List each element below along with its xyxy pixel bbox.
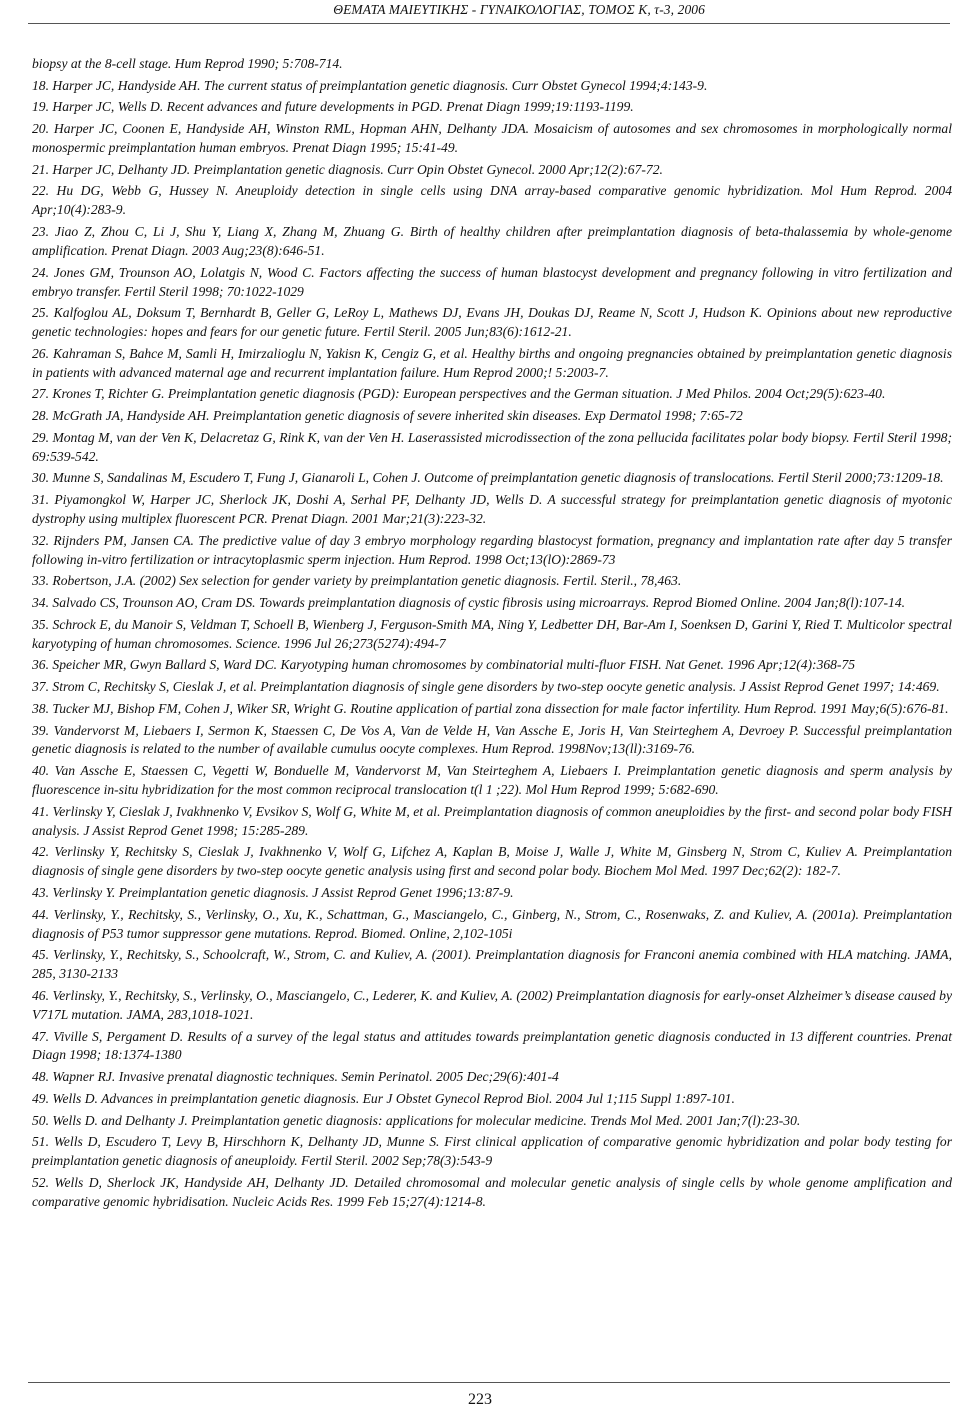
reference-item: 49. Wells D. Advances in preimplantation genetic diagnosis. Eur J Obstet Gynecol Reprod Biol. 2004 Jul 1;115 Suppl 1:897-101.: [32, 1090, 735, 1106]
reference-item: 21. Harper JC, Delhanty JD. Preimplantation genetic diagnosis. Curr Opin Obstet Gynecol. 2000 Apr;12(2):67-72.: [32, 161, 663, 177]
reference-item: 42. Verlinsky Y, Rechitsky S, Cieslak J, Ivakhnenko V, Wolf G, Lifchez A, Kaplan B, Moise J, Walle J, White M, Ginsberg N, Strom C, Kuliev A. Preimplantation diagnosis of single gene disorders by two-step oocyte genetic analysis using first and second polar body. Biochem Mol Med. 1997 Dec;62(2): 182-7.: [32, 844, 952, 879]
reference-item: 35. Schrock E, du Manoir S, Veldman T, Schoell B, Wienberg J, Ferguson-Smith MA, Ning Y, Ledbetter DH, Bar-Am I, Soenksen D, Garini Y, Ried T. Multicolor spectral karyotyping of human chromosomes. Science. 1996 Jul 26;273(5274):494-7: [32, 616, 952, 651]
footer-rule: [28, 1382, 950, 1383]
reference-item: 20. Harper JC, Coonen E, Handyside AH, Winston RML, Hopman AHN, Delhanty JDA. Mosaicism of autosomes and sex chromosomes in morphologically normal monospermic preimplantation human embryos. Prenat Diagn 1995; 15:41-49.: [32, 121, 952, 156]
reference-item: 52. Wells D, Sherlock JK, Handyside AH, Delhanty JD. Detailed chromosomal and molecular genetic analysis of single cells by whole genome amplification and comparative genomic hybridisation. Nucleic Acids Res. 1999 Feb 15;27(4):1214-8.: [32, 1174, 952, 1209]
reference-item: 23. Jiao Z, Zhou C, Li J, Shu Y, Liang X, Zhang M, Zhuang G. Birth of healthy children after preimplantation diagnosis of beta-thalassemia by whole-genome amplification. Prenat Diagn. 2003 Aug;23(8):646-51.: [32, 224, 952, 258]
reference-item: 32. Rijnders PM, Jansen CA. The predictive value of day 3 embryo morphology regarding blastocyst formation, pregnancy and implantation rate after day 5 transfer following in-vitro fertilization or intracytoplasmic sperm injection. Hum Reprod. 1998 Oct;13(lO):2869-73: [32, 532, 952, 567]
reference-item: 31. Piyamongkol W, Harper JC, Sherlock JK, Doshi A, Serhal PF, Delhanty JD, Wells D. A successful strategy for preimplantation genetic diagnosis of myotonic dystrophy using multiplex fluorescent PCR. Prenat Diagn. 2001 Mar;21(3):223-32.: [32, 492, 952, 527]
reference-item: 29. Montag M, van der Ven K, Delacretaz G, Rink K, van der Ven H. Laserassisted microdissection of the zona pellucida facilitates polar body biopsy. Fertil Steril 1998; 69:539-542.: [32, 429, 952, 464]
reference-item: 18. Harper JC, Handyside AH. The current status of preimplantation genetic diagnosis. Curr Obstet Gynecol 1994;4:143-9.: [32, 77, 708, 93]
reference-item: 27. Krones T, Richter G. Preimplantation genetic diagnosis (PGD): European perspectives and the German situation. J Med Philos. 2004 Oct;29(5):623-40.: [32, 386, 886, 402]
reference-item: 28. McGrath JA, Handyside AH. Preimplantation genetic diagnosis of severe inherited skin diseases. Exp Dermatol 1998; 7:65-72: [32, 408, 743, 424]
reference-item: 34. Salvado CS, Trounson AO, Cram DS. Towards preimplantation diagnosis of cystic fibrosis using microarrays. Reprod Biomed Online. 2004 Jan;8(l):107-14.: [32, 595, 906, 611]
header-rule: [28, 23, 950, 24]
reference-list: [32, 55, 952, 1214]
running-header: ΘΕΜΑΤΑ ΜΑΙΕΥΤΙΚΗΣ - ΓΥΝΑΙΚΟΛΟΓΙΑΣ, ΤΟΜΟΣ Κ, τ-3, 2006: [333, 2, 705, 17]
reference-item: 51. Wells D, Escudero T, Levy B, Hirschhorn K, Delhanty JD, Munne S. First clinical application of comparative genomic hybridization and polar body testing for preimplantation genetic diagnosis of aneuploidy. Fertil Steril. 2002 Sep;78(3):543-9: [32, 1134, 952, 1169]
reference-item: 24. Jones GM, Trounson AO, Lolatgis N, Wood C. Factors affecting the success of human blastocyst development and pregnancy following in vitro fertilization and embryo transfer. Fertil Steril 1998; 70:1022-1029: [32, 264, 952, 299]
reference-item: 40. Van Assche E, Staessen C, Vegetti W, Bonduelle M, Vandervorst M, Van Steirteghem A, Liebaers I. Preimplantation genetic diagnosis and sperm analysis by fluorescence in-situ hybridization for the most common reciprocal translocation t(l 1 ;22). Mol Hum Reprod 1999; 5:682-690.: [32, 763, 952, 798]
reference-item: 39. Vandervorst M, Liebaers I, Sermon K, Staessen C, De Vos A, Van de Velde H, Van Assche E, Joris H, Van Steirteghem A, Devroey P. Successful preimplantation genetic diagnosis is related to the number of available cumulus oocyte complexes. Hum Reprod. 1998Nov;13(ll):3169-76.: [32, 722, 952, 757]
reference-item: 37. Strom C, Rechitsky S, Cieslak J, et al. Preimplantation diagnosis of single gene disorders by two-step oocyte genetic analysis. J Assist Reprod Genet 1997; 14:469.: [32, 679, 940, 695]
reference-item: 45. Verlinsky, Y., Rechitsky, S., Schoolcraft, W., Strom, C. and Kuliev, A. (2001). Preimplantation diagnosis for Franconi anemia combined with HLA matching. JAMA, 285, 3130-2133: [32, 947, 952, 982]
reference-item: 30. Munne S, Sandalinas M, Escudero T, Fung J, Gianaroli L, Cohen J. Outcome of preimplantation genetic diagnosis of translocations. Fertil Steril 2000;73:1209-18.: [32, 470, 944, 486]
reference-item: 26. Kahraman S, Bahce M, Samli H, Imirzalioglu N, Yakisn K, Cengiz G, et al. Healthy births and ongoing pregnancies obtained by preimplantation genetic diagnosis in patients with advanced maternal age and recurrent implantation failure. Hum Reprod 2000;! 5:2003-7.: [32, 345, 952, 380]
reference-item: 38. Tucker MJ, Bishop FM, Cohen J, Wiker SR, Wright G. Routine application of partial zona dissection for male factor infertility. Hum Reprod. 1991 May;6(5):676-81.: [32, 700, 949, 716]
reference-item: biopsy at the 8-cell stage. Hum Reprod 1990; 5:708-714.: [32, 56, 343, 71]
reference-item: 48. Wapner RJ. Invasive prenatal diagnostic techniques. Semin Perinatol. 2005 Dec;29(6):401-4: [32, 1069, 559, 1085]
reference-item: 50. Wells D. and Delhanty J. Preimplantation genetic diagnosis: applications for molecular medicine. Trends Mol Med. 2001 Jan;7(l):23-30.: [32, 1112, 801, 1128]
reference-item: 46. Verlinsky, Y., Rechitsky, S., Verlinsky, O., Masciangelo, C., Lederer, K. and Kuliev, A. (2002) Preimplantation diagnosis for early-onset Alzheimer’s disease caused by V717L mutation. JAMA, 283,1018-1021.: [32, 987, 952, 1022]
reference-item: 25. Kalfoglou AL, Doksum T, Bernhardt B, Geller G, LeRoy L, Mathews DJ, Evans JH, Doukas DJ, Reame N, Scott J, Hudson K. Opinions about new reproductive genetic technologies: hopes and fears for our genetic future. Fertil Steril. 2005 Jun;83(6):1612-21.: [32, 305, 952, 340]
page-number: 223: [468, 1391, 492, 1408]
reference-item: 44. Verlinsky, Y., Rechitsky, S., Verlinsky, O., Xu, K., Schattman, G., Masciangelo, C., Ginberg, N., Strom, C., Rosenwaks, Z. and Kuliev, A. (2001a). Preimplantation diagnosis of P53 tumor suppressor gene mutations. Reprod. Biomed. Online, 2,102-105i: [32, 906, 952, 941]
reference-item: 19. Harper JC, Wells D. Recent advances and future developments in PGD. Prenat Diagn 1999;19:1193-1199.: [32, 99, 634, 115]
reference-item: 22. Hu DG, Webb G, Hussey N. Aneuploidy detection in single cells using DNA array-based comparative genomic hybridization. Mol Hum Reprod. 2004 Apr;10(4):283-9.: [32, 183, 952, 218]
reference-item: 47. Viville S, Pergament D. Results of a survey of the legal status and attitudes towards preimplantation genetic diagnosis conducted in 13 different countries. Prenat Diagn 1998; 18:1374-1380: [32, 1028, 952, 1063]
reference-item: 36. Speicher MR, Gwyn Ballard S, Ward DC. Karyotyping human chromosomes by combinatorial multi-fluor FISH. Nat Genet. 1996 Apr;12(4):368-75: [32, 657, 856, 673]
reference-item: 33. Robertson, J.A. (2002) Sex selection for gender variety by preimplantation genetic diagnosis. Fertil. Steril., 78,463.: [32, 573, 682, 589]
reference-item: 41. Verlinsky Y, Cieslak J, Ivakhnenko V, Evsikov S, Wolf G, White M, et al. Preimplantation diagnosis of common aneuploidies by the first- and second polar body FISH analysis. J Assist Reprod Genet 1998; 15:285-289.: [32, 803, 952, 838]
reference-item: 43. Verlinsky Y. Preimplantation genetic diagnosis. J Assist Reprod Genet 1996;13:87-9.: [32, 884, 514, 900]
